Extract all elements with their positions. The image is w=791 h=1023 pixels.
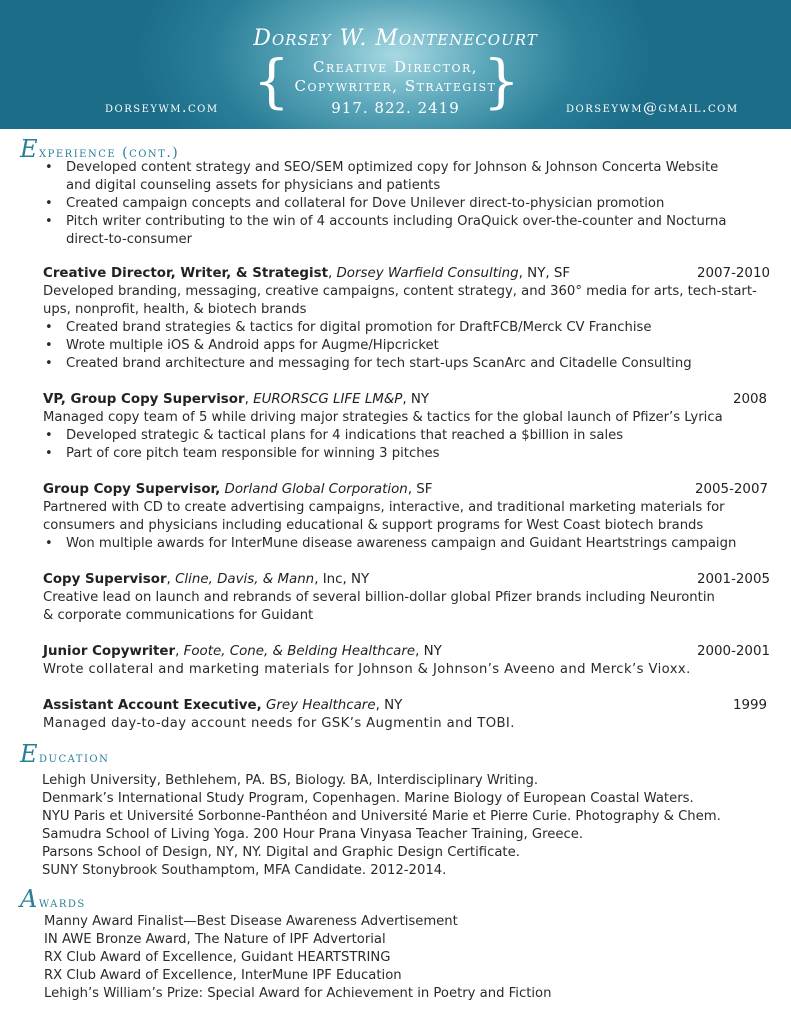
job-description: Managed copy team of 5 while driving major strategies & tactics for the global launch of Pfizer’s Lyrica [43, 410, 723, 425]
job-heading [43, 697, 402, 715]
job-description: Partnered with CD to create advertising campaigns, interactive, and traditional marketing materials for [43, 500, 725, 515]
job-org: Dorsey Warfield Consulting [336, 266, 519, 281]
job-org: Grey Healthcare [265, 698, 376, 713]
bullet-marker: • [45, 338, 53, 353]
job-heading [43, 391, 429, 409]
job-description: & corporate communications for Guidant [43, 608, 314, 623]
experience-heading-text: xperience (cont.) [39, 145, 180, 161]
awards-heading [20, 885, 86, 913]
list-item: and digital counseling assets for physicians and patients [66, 178, 441, 193]
award-item: RX Club Award of Excellence, Guidant HEARTSTRING [44, 950, 391, 965]
job-dates: 2000-2001 [697, 644, 770, 659]
job-org: Foote, Cone, & Belding Healthcare [183, 644, 416, 659]
job-sep: , [327, 266, 337, 281]
award-item: IN AWE Bronze Award, The Nature of IPF Advertorial [44, 932, 386, 947]
job-description: Wrote collateral and marketing materials for Johnson & Johnson’s Aveeno and Merck’s Vioxx. [43, 662, 691, 677]
bullet-marker: • [45, 160, 53, 175]
job-role: VP, Group Copy Supervisor [43, 392, 245, 407]
job-heading [43, 571, 369, 589]
job-title-line-1: Creative Director, [312, 58, 479, 76]
job-dates: 1999 [733, 698, 768, 713]
job-role: Copy Supervisor [43, 572, 167, 587]
education-heading-text: ducation [39, 750, 110, 766]
job-role: Group Copy Supervisor, [43, 482, 221, 497]
education-item: SUNY Stonybrook Southamptom, MFA Candidate. 2012-2014. [42, 863, 447, 878]
job-heading [43, 481, 433, 499]
list-item: Developed content strategy and SEO/SEM optimized copy for Johnson & Johnson Concerta Website [66, 160, 719, 175]
job-sep: , [166, 572, 176, 587]
phone-number[interactable]: 917. 822. 2419 [331, 99, 460, 117]
list-item: Won multiple awards for InterMune disease awareness campaign and Guidant Heartstrings campaign [66, 536, 737, 551]
education-heading [20, 740, 109, 768]
person-name: Dorsey W. Montenecourt [253, 26, 538, 51]
job-location: , SF [407, 482, 433, 497]
job-location: , Inc, NY [314, 572, 370, 587]
job-location: , NY, SF [518, 266, 571, 281]
list-item: Part of core pitch team responsible for winning 3 pitches [66, 446, 440, 461]
education-item: Samudra School of Living Yoga. 200 Hour Prana Vinyasa Teacher Training, Greece. [42, 827, 584, 842]
website-link[interactable]: dorseywm.com [105, 100, 219, 116]
list-item: direct-to-consumer [66, 232, 192, 247]
list-item: Pitch writer contributing to the win of 4 accounts including OraQuick over-the-counter and Nocturna [66, 214, 727, 229]
education-item: Denmark’s International Study Program, Copenhagen. Marine Biology of European Coastal Waters. [42, 791, 694, 806]
job-heading [43, 643, 442, 661]
bullet-marker: • [45, 214, 53, 229]
list-item: Created campaign concepts and collateral for Dove Unilever direct-to-physician promotion [66, 196, 665, 211]
education-heading-initial: E [20, 740, 40, 768]
education-item: Parsons School of Design, NY, NY. Digital and Graphic Design Certificate. [42, 845, 520, 860]
list-item: Developed strategic & tactical plans for 4 indications that reached a $billion in sales [66, 428, 624, 443]
job-role: Junior Copywriter [43, 644, 176, 659]
bullet-marker: • [45, 320, 53, 335]
list-item: Created brand strategies & tactics for digital promotion for DraftFCB/Merck CV Franchise [66, 320, 652, 335]
award-item: Lehigh’s William’s Prize: Special Award for Achievement in Poetry and Fiction [44, 986, 552, 1001]
job-heading [43, 265, 570, 283]
job-org: Dorland Global Corporation [224, 482, 408, 497]
email-link[interactable]: dorseywm@gmail.com [566, 100, 739, 116]
left-brace-ornament: { [253, 47, 290, 115]
list-item: Created brand architecture and messaging for tech start-ups ScanArc and Citadelle Consulting [66, 356, 692, 371]
job-dates: 2008 [733, 392, 768, 407]
bullet-marker: • [45, 446, 53, 461]
education-item: Lehigh University, Bethlehem, PA. BS, Biology. BA, Interdisciplinary Writing. [42, 773, 539, 788]
job-sep: , [244, 392, 254, 407]
job-title [0, 58, 791, 96]
education-item: NYU Paris et Université Sorbonne-Panthéon and Université Marie et Pierre Curie. Photography & Chem. [42, 809, 721, 824]
job-location: , NY [415, 644, 442, 659]
job-description: Managed day-to-day account needs for GSK’s Augmentin and TOBI. [43, 716, 515, 731]
job-title-line-2: Copywriter, Strategist [294, 77, 497, 95]
job-dates: 2007-2010 [697, 266, 770, 281]
awards-heading-text: wards [38, 895, 86, 911]
job-description: Developed branding, messaging, creative campaigns, content strategy, and 360° media for arts, tech-start- [43, 284, 757, 299]
job-dates: 2001-2005 [697, 572, 770, 587]
job-role: Assistant Account Executive, [43, 698, 262, 713]
job-location: , NY [402, 392, 430, 407]
job-description: Creative lead on launch and rebrands of several billion-dollar global Pfizer brands including Neurontin [43, 590, 715, 605]
list-item: Wrote multiple iOS & Android apps for Augme/Hipcricket [66, 338, 439, 353]
award-item: Manny Award Finalist—Best Disease Awareness Advertisement [44, 914, 458, 929]
bullet-marker: • [45, 428, 53, 443]
job-dates: 2005-2007 [695, 482, 768, 497]
job-role: Creative Director, Writer, & Strategist [43, 266, 328, 281]
job-location: , NY [375, 698, 403, 713]
job-org: Cline, Davis, & Mann [175, 572, 315, 587]
job-org: EURORSCG LIFE LM&P [253, 392, 403, 407]
job-description: consumers and physicians including educational & support programs for West Coast biotech brands [43, 518, 704, 533]
header-banner [0, 0, 791, 129]
job-sep: , [175, 644, 184, 659]
experience-heading-initial: E [20, 135, 40, 163]
job-description: ups, nonprofit, health, & biotech brands [43, 302, 307, 317]
bullet-marker: • [45, 356, 53, 371]
award-item: RX Club Award of Excellence, InterMune IPF Education [44, 968, 402, 983]
bullet-marker: • [45, 196, 53, 211]
bullet-marker: • [45, 536, 53, 551]
right-brace-ornament: } [483, 47, 520, 115]
awards-heading-initial: A [20, 885, 39, 913]
